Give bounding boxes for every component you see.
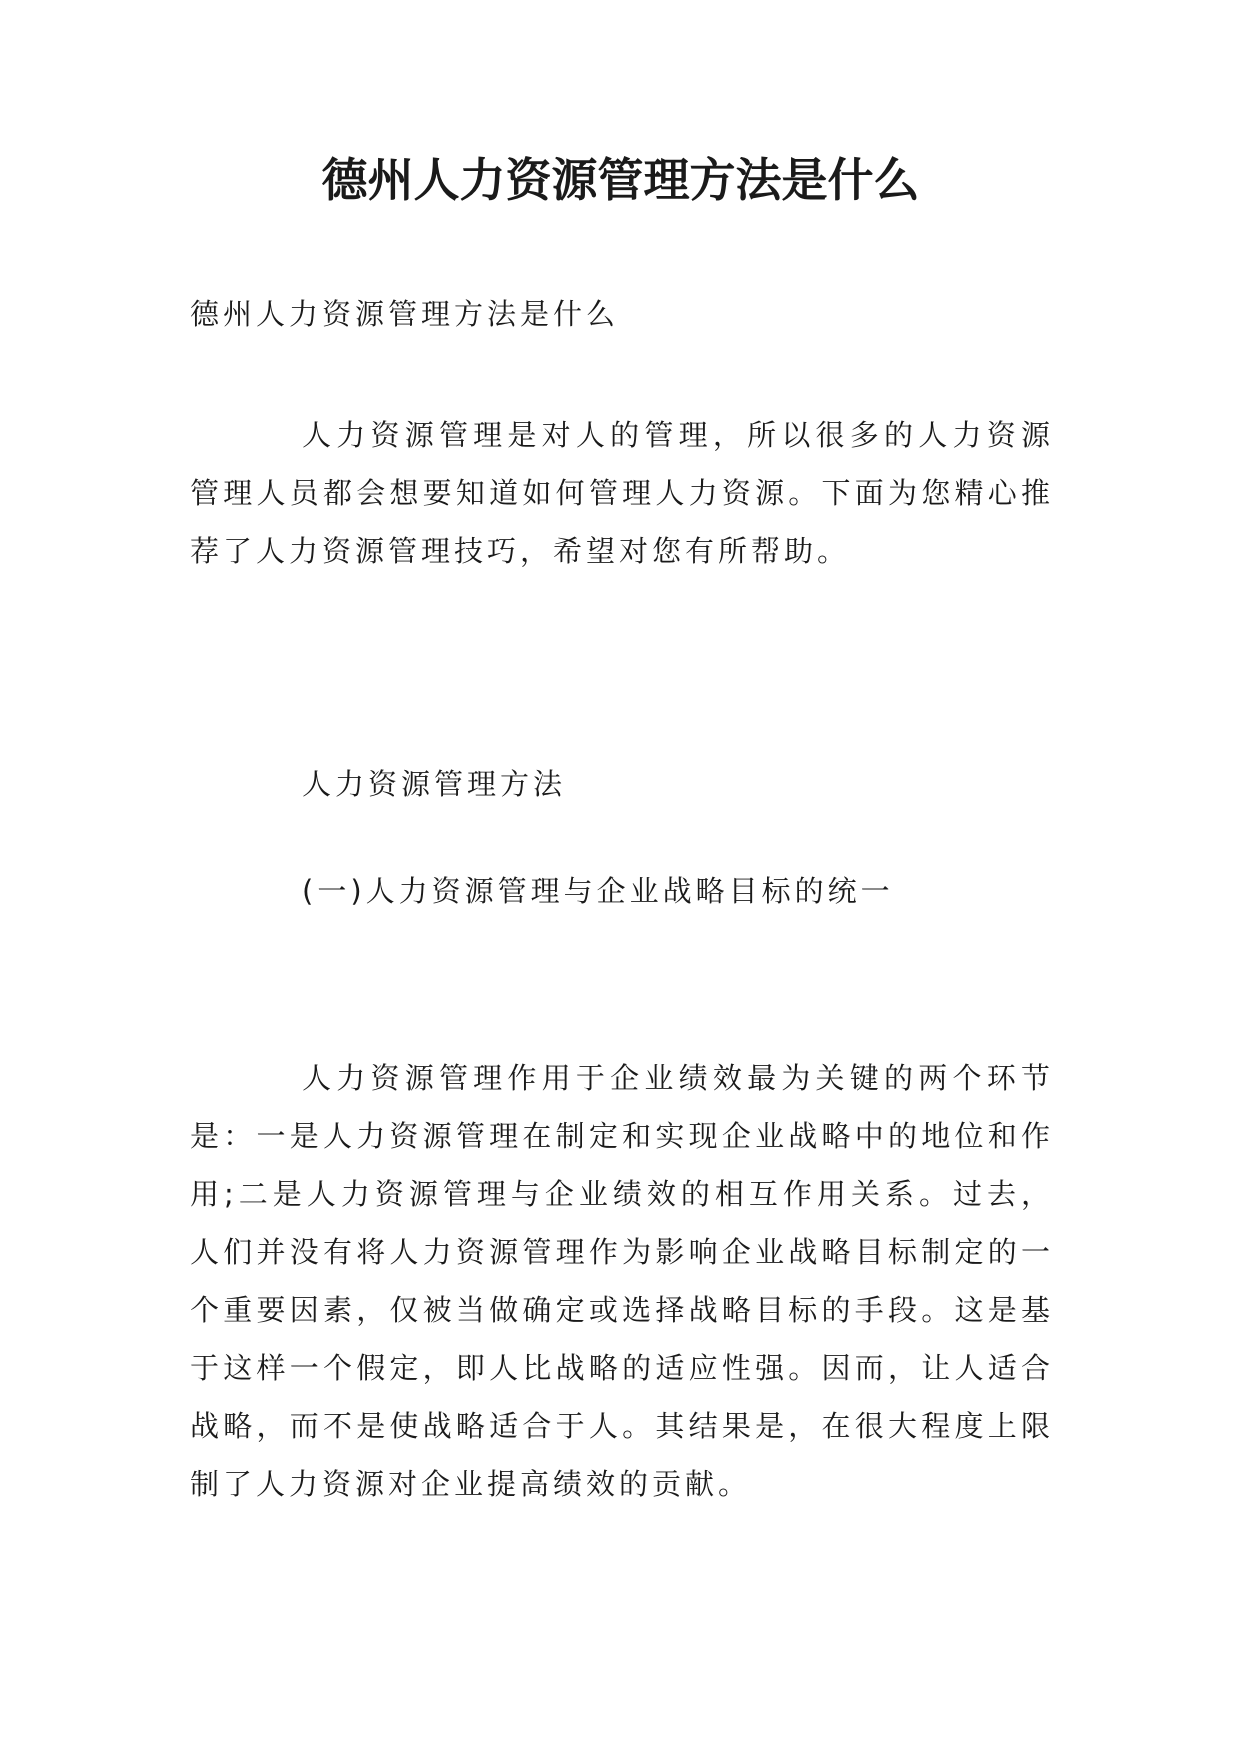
document-subtitle: 德州人力资源管理方法是什么 (190, 297, 620, 331)
intro-paragraph: 人力资源管理是对人的管理，所以很多的人力资源管理人员都会想要知道如何管理人力资源。下面为您精心推荐了人力资源管理技巧，希望对您有所帮助。 (190, 418, 1054, 568)
section-heading: 人力资源管理方法 (302, 767, 567, 801)
subsection-heading: (一)人力资源管理与企业战略目标的统一 (302, 874, 894, 908)
document-title: 德州人力资源管理方法是什么 (321, 153, 920, 207)
body-paragraph: 人力资源管理作用于企业绩效最为关键的两个环节是：一是人力资源管理在制定和实现企业战略中的地位和作用;二是人力资源管理与企业绩效的相互作用关系。过去，人们并没有将人力资源管理作为影响企业战略目标制定的一个重要因素，仅被当做确定或选择战略目标的手段。这是基于这样一个假定，即人比战略的适应性强。因而，让人适合战略，而不是使战略适合于人。其结果是，在很大程度上限制了人力资源对企业提高绩效的贡献。 (190, 1061, 1054, 1501)
